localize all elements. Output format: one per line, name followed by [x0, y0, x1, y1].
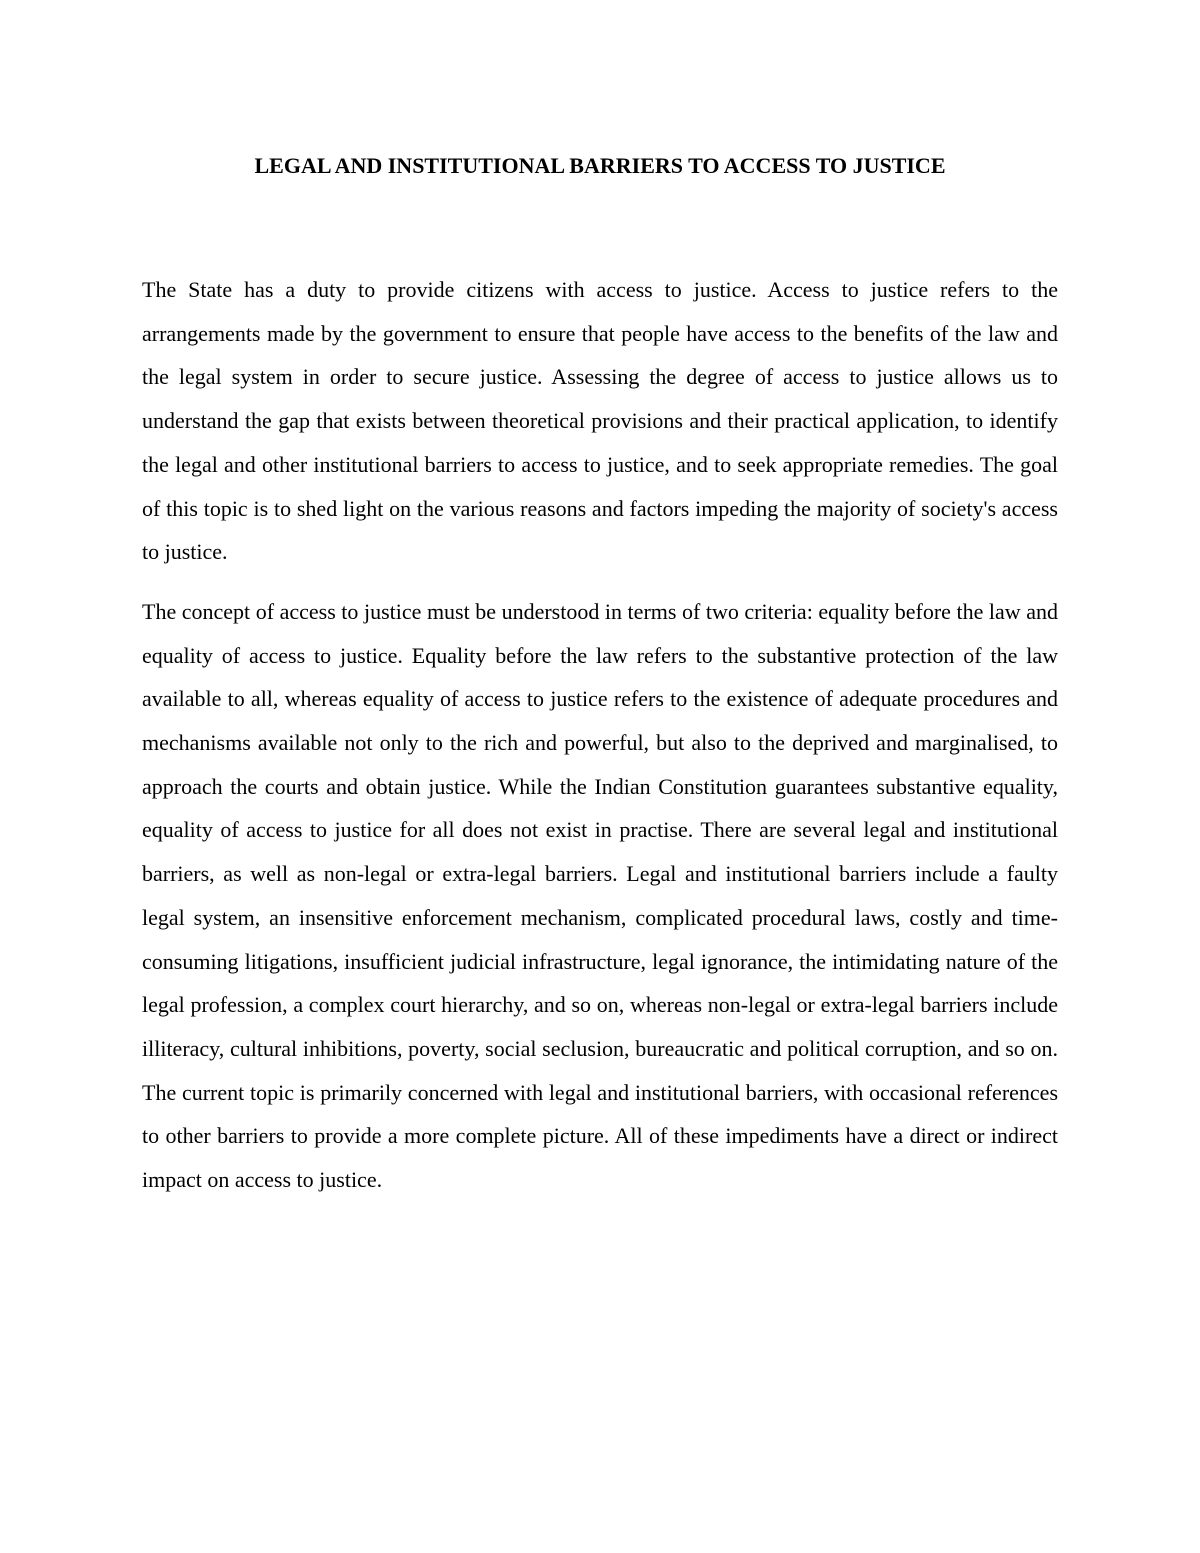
document-title: LEGAL AND INSTITUTIONAL BARRIERS TO ACCESS TO JUSTICE: [254, 153, 946, 178]
paragraph-1: The State has a duty to provide citizens with access to justice. Access to justice refers to the arrangements made by the government to ensure that people have access to the benefits of the law and the legal system in order to secure justice. Assessing the degree of access to justice allows us to understand the gap that exists between theoretical provisions and their practical application, to identify the legal and other institutional barriers to access to justice, and to seek appropriate remedies. The goal of this topic is to shed light on the various reasons and factors impeding the majority of society's access to justice.: [142, 277, 1058, 565]
paragraph-2: The concept of access to justice must be understood in terms of two criteria: equality before the law and equality of access to justice. Equality before the law refers to the substantive protection of the law available to all, whereas equality of access to justice refers to the existence of adequate procedures and mechanisms available not only to the rich and powerful, but also to the deprived and marginalised, to approach the courts and obtain justice. While the Indian Constitution guarantees substantive equality, equality of access to justice for all does not exist in practise. There are several legal and institutional barriers, as well as non-legal or extra-legal barriers. Legal and institutional barriers include a faulty legal system, an insensitive enforcement mechanism, complicated procedural laws, costly and time-consuming litigations, insufficient judicial infrastructure, legal ignorance, the intimidating nature of the legal profession, a complex court hierarchy, and so on, whereas non-legal or extra-legal barriers include illiteracy, cultural inhibitions, poverty, social seclusion, bureaucratic and political corruption, and so on. The current topic is primarily concerned with legal and institutional barriers, with occasional references to other barriers to provide a more complete picture. All of these impediments have a direct or indirect impact on access to justice.: [142, 598, 1058, 1193]
document-body: [142, 268, 1058, 1218]
